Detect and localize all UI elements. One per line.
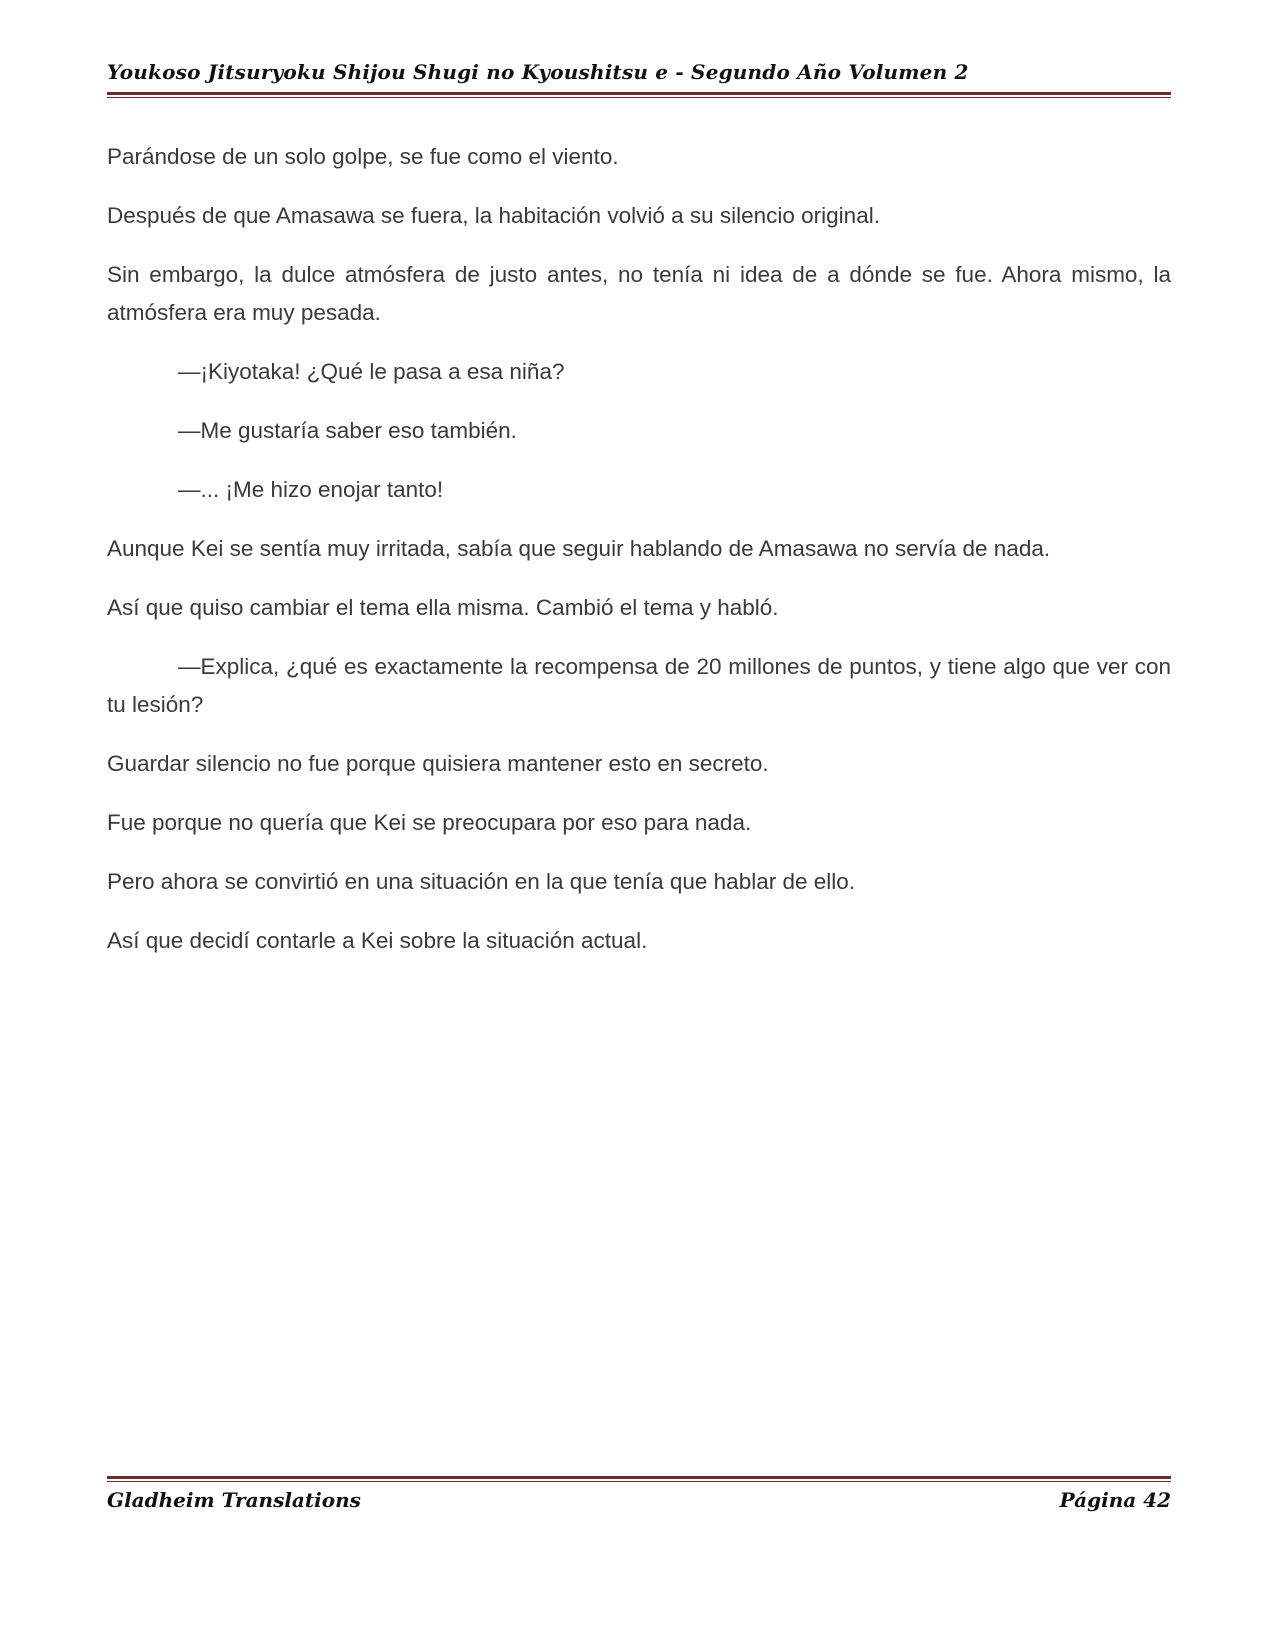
dialogue-paragraph: —¡Kiyotaka! ¿Qué le pasa a esa niña?: [178, 359, 565, 384]
paragraph: Pero ahora se convirtió en una situación en la que tenía que hablar de ello.: [107, 869, 856, 894]
paragraph: Así que quiso cambiar el tema ella misma. Cambió el tema y habló.: [107, 595, 779, 620]
paragraph: Después de que Amasawa se fuera, la habitación volvió a su silencio original.: [107, 203, 880, 228]
page-footer: [107, 1476, 1171, 1512]
footer-translator: Gladheim Translations: [107, 1488, 361, 1512]
paragraph: Así que decidí contarle a Kei sobre la situación actual.: [107, 928, 648, 953]
header-title: Youkoso Jitsuryoku Shijou Shugi no Kyoushitsu e - Segundo Año Volumen 2: [107, 60, 969, 84]
paragraph: Parándose de un solo golpe, se fue como el viento.: [107, 144, 619, 169]
paragraph: Aunque Kei se sentía muy irritada, sabía que seguir hablando de Amasawa no servía de nada.: [107, 536, 1051, 561]
header-rule: [107, 92, 1171, 98]
paragraph: Fue porque no quería que Kei se preocupara por eso para nada.: [107, 810, 752, 835]
paragraph: Guardar silencio no fue porque quisiera mantener esto en secreto.: [107, 751, 769, 776]
footer-page-number: Página 42: [1059, 1488, 1171, 1512]
dialogue-paragraph: —Me gustaría saber eso también.: [178, 418, 517, 443]
page-header: [107, 60, 1171, 98]
dialogue-paragraph: —... ¡Me hizo enojar tanto!: [178, 477, 444, 502]
paragraph: Sin embargo, la dulce atmósfera de justo antes, no tenía ni idea de a dónde se fue. Ahora mismo, la atmósfera era muy pesada.: [107, 262, 1171, 325]
page-body: [107, 138, 1171, 981]
dialogue-paragraph: —Explica, ¿qué es exactamente la recompensa de 20 millones de puntos, y tiene algo que ver con tu lesión?: [107, 654, 1171, 717]
